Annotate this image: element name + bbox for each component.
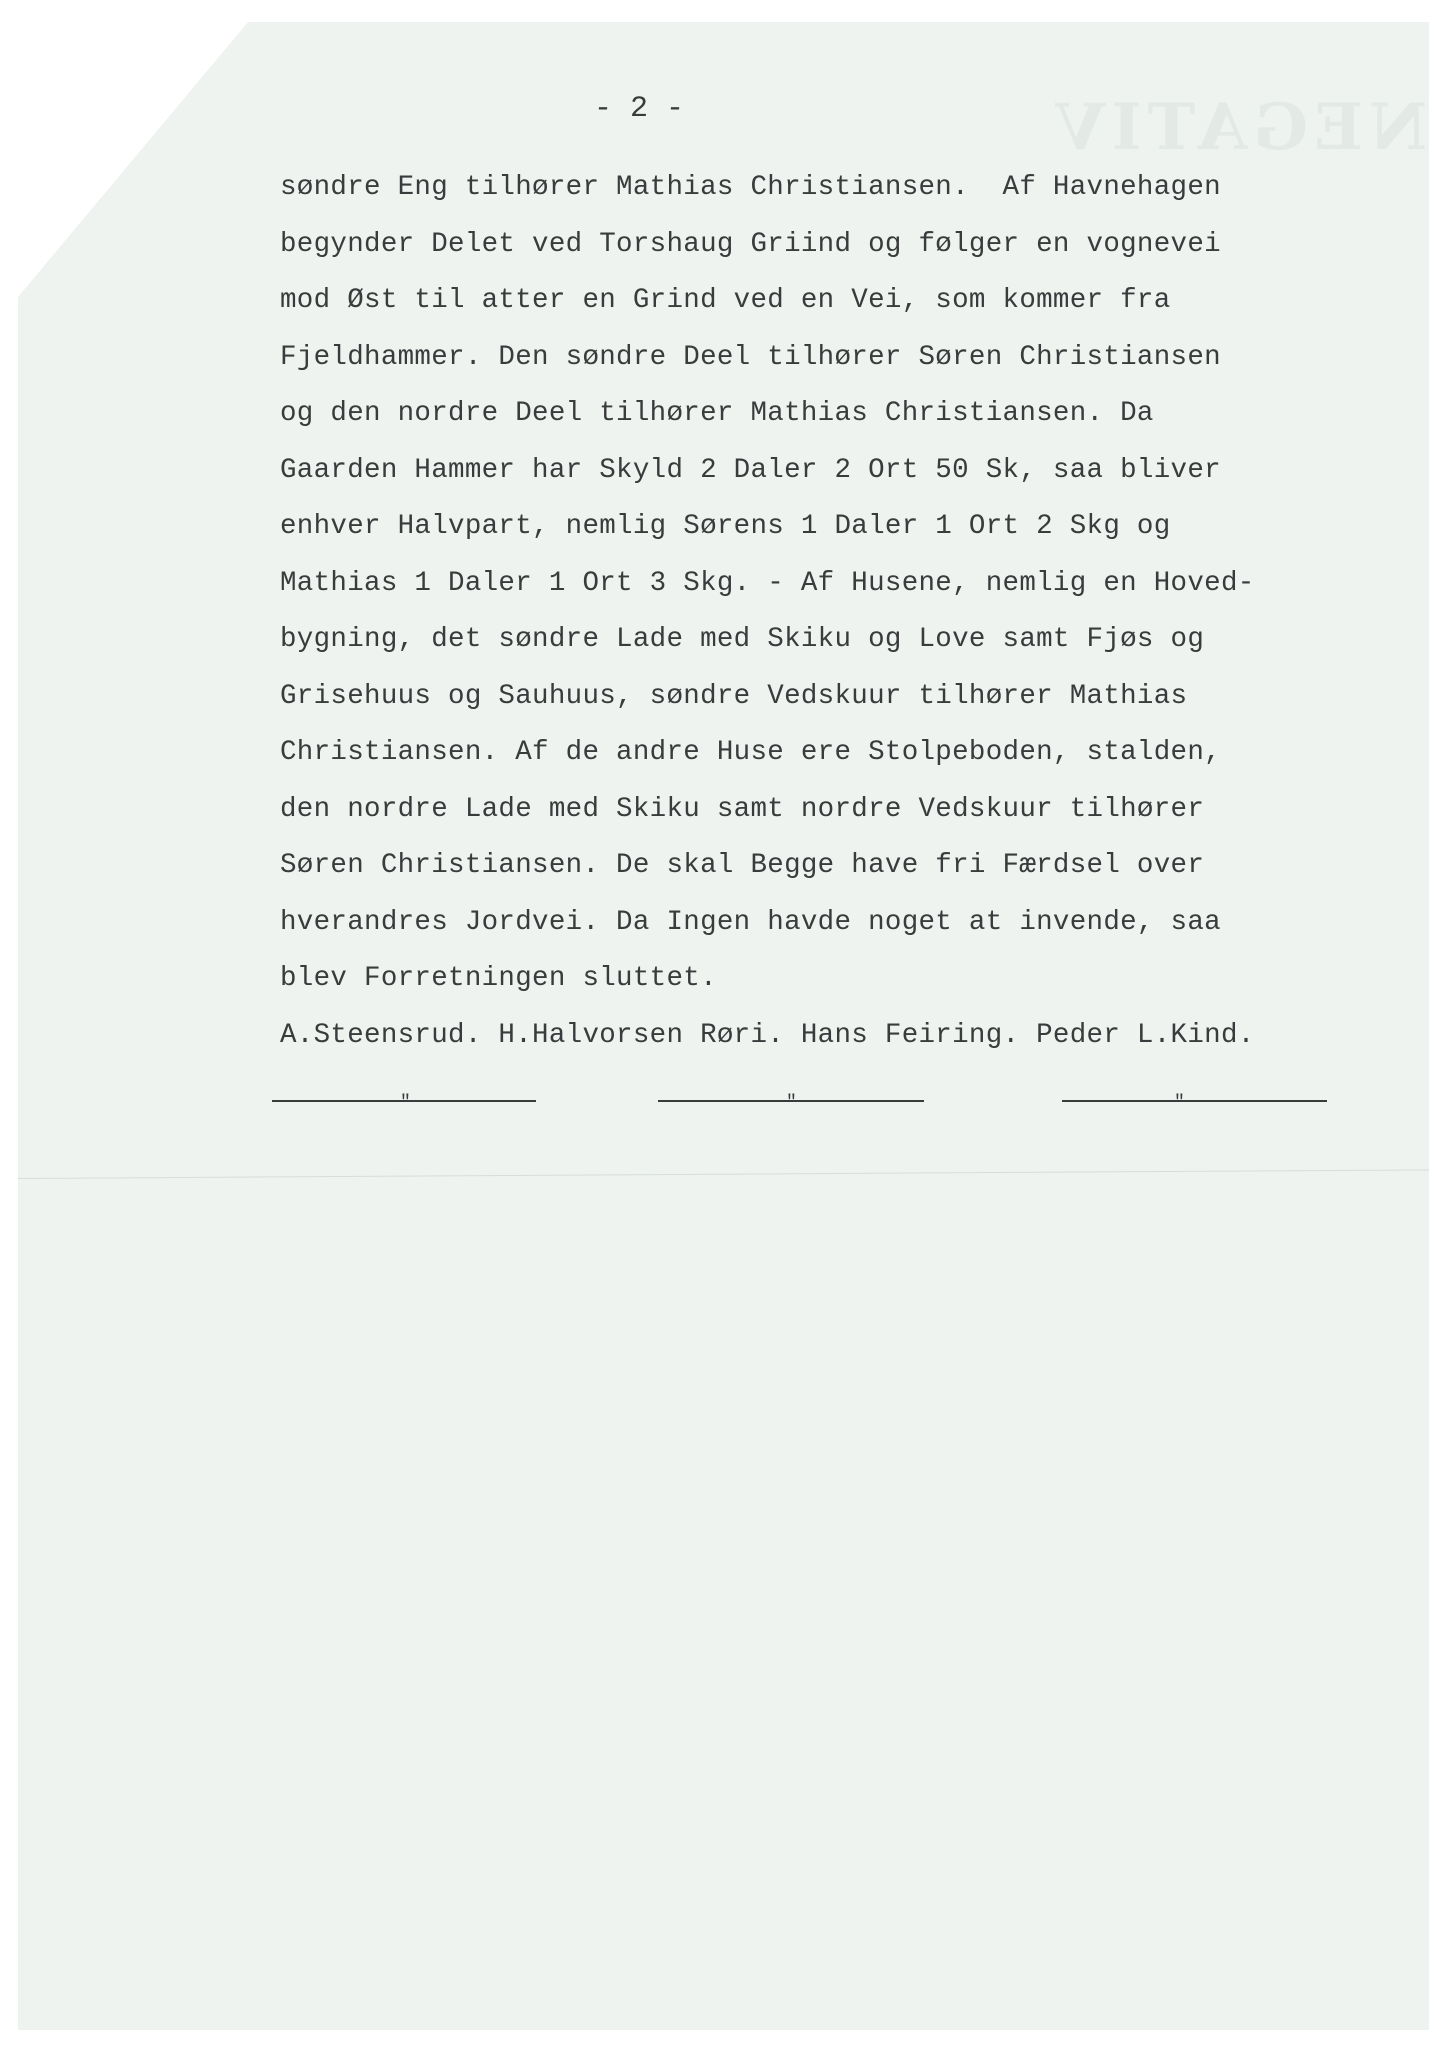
- text-line: begynder Delet ved Torshaug Griind og følger en vognevei: [280, 228, 1221, 260]
- body-text: [280, 160, 1255, 1064]
- text-line: blev Forretningen sluttet.: [280, 963, 717, 994]
- text-line: Fjeldhammer. Den søndre Deel tilhører Søren Christiansen: [280, 341, 1221, 373]
- signature-rule: [1062, 1100, 1327, 1102]
- text-line: enhver Halvpart, nemlig Sørens 1 Daler 1 Ort 2 Skg og: [280, 511, 1171, 542]
- negativ-watermark: NEGATIV: [1050, 90, 1428, 165]
- text-line: og den nordre Deel tilhører Mathias Christiansen. Da: [280, 398, 1154, 429]
- ditto-mark: ": [400, 1093, 411, 1113]
- text-line: Mathias 1 Daler 1 Ort 3 Skg. - Af Husene, nemlig en Hoved-: [280, 567, 1255, 599]
- text-line: mod Øst til atter en Grind ved en Vei, som kommer fra: [280, 285, 1171, 316]
- text-line: søndre Eng tilhører Mathias Christiansen. Af Havnehagen: [280, 172, 1221, 203]
- text-line: Grisehuus og Sauhuus, søndre Vedskuur tilhører Mathias: [280, 680, 1188, 712]
- text-line: den nordre Lade med Skiku samt nordre Vedskuur tilhører: [280, 793, 1205, 825]
- text-line: Gaarden Hammer har Skyld 2 Daler 2 Ort 50 Sk, saa bliver: [280, 454, 1221, 486]
- page-number: - 2 -: [594, 92, 685, 126]
- text-line: Christiansen. Af de andre Huse ere Stolpeboden, stalden,: [280, 737, 1221, 768]
- ditto-mark: ": [786, 1093, 797, 1113]
- text-line: hverandres Jordvei. Da Ingen havde noget at invende, saa: [280, 906, 1221, 938]
- ditto-mark: ": [1174, 1093, 1185, 1113]
- text-line: Søren Christiansen. De skal Begge have fri Færdsel over: [280, 850, 1205, 881]
- text-line: bygning, det søndre Lade med Skiku og Love samt Fjøs og: [280, 624, 1205, 655]
- signatures-line: A.Steensrud. H.Halvorsen Røri. Hans Feiring. Peder L.Kind.: [280, 1019, 1255, 1051]
